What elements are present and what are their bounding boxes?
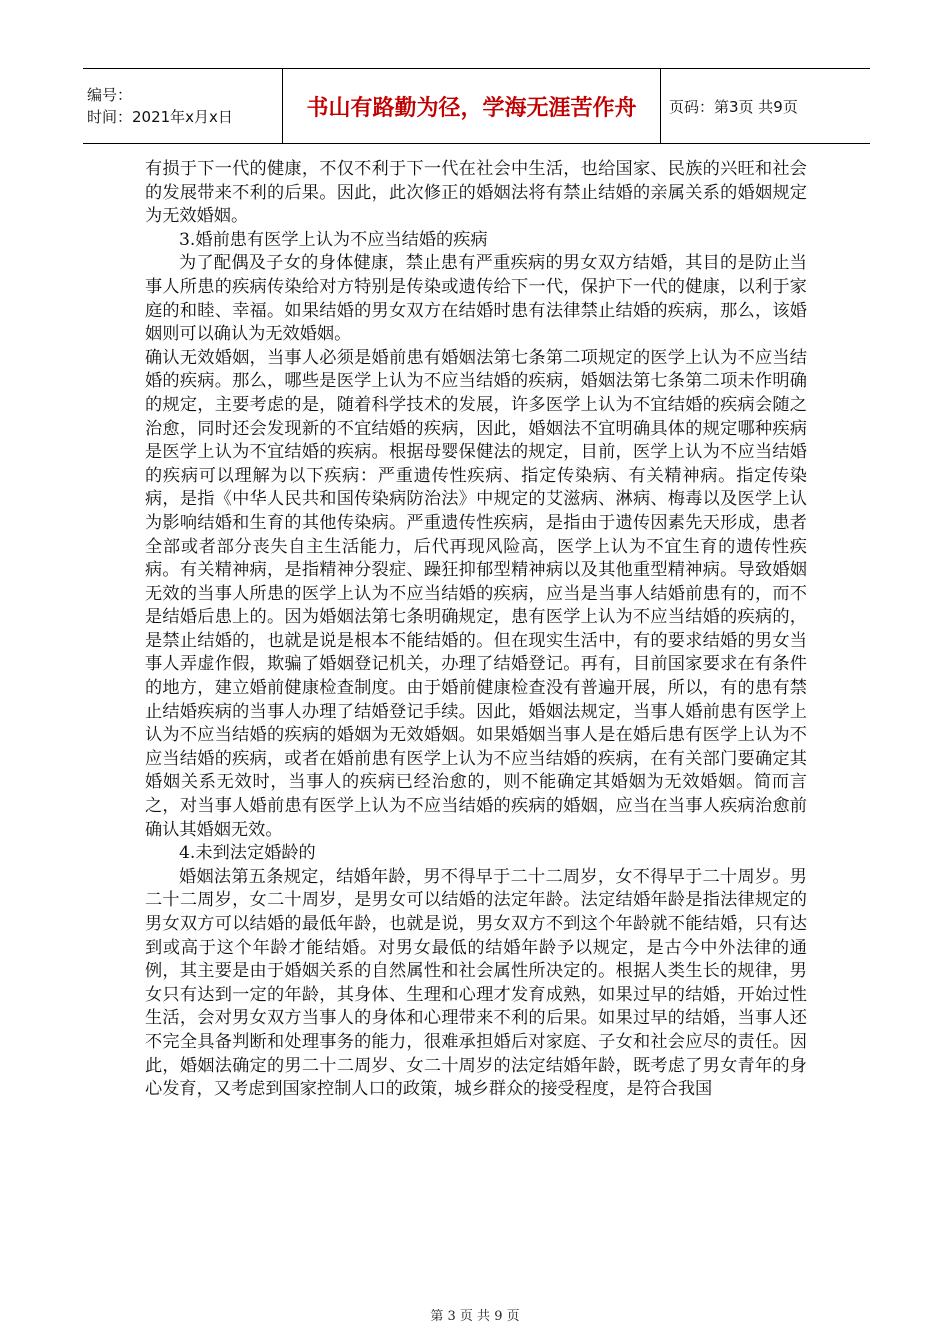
section-heading: 3.婚前患有医学上认为不应当结婚的疾病 xyxy=(179,229,488,250)
paragraph: 为了配偶及子女的身体健康，禁止患有严重疾病的男女双方结婚，其目的是防止当事人所患的疾病传染给对方特别是传染或遗传给下一代，保护下一代的健康，以利于家庭的和睦、幸福。如果结婚的男女双方在结婚时患有法律禁止结婚的疾病，那么，该婚姻则可以确认为无效婚姻。 xyxy=(145,253,807,345)
paragraph: 有损于下一代的健康，不仅不利于下一代在社会中生活，也给国家、民族的兴旺和社会的发展带来不利的后果。因此，此次修正的婚姻法将有禁止结婚的亲属关系的婚姻规定为无效婚姻。 xyxy=(145,159,807,227)
section-heading: 4.未到法定婚龄的 xyxy=(179,843,316,864)
paragraph: 确认无效婚姻，当事人必须是婚前患有婚姻法第七条第二项规定的医学上认为不应当结婚的疾病。那么，哪些是医学上认为不应当结婚的疾病，婚姻法第七条第二项未作明确的规定，主要考虑的是，随着科学技术的发展，许多医学上认为不宜结婚的疾病会随之治愈，同时还会发现新的不宜结婚的疾病，因此，婚姻法不宜明确具体的规定哪种疾病是医学上认为不宜结婚的疾病。根据母婴保健法的规定，目前，医学上认为不应当结婚的疾病可以理解为以下疾病：严重遗传性疾病、指定传染病、有关精神病。指定传染病，是指《中华人民共和国传染病防治法》中规定的艾滋病、淋病、梅毒以及医学上认为影响结婚和生育的其他传染病。严重遗传性疾病，是指由于遗传因素先天形成，患者全部或者部分丧失自主生活能力，后代再现风险高，医学上认为不宜生育的遗传性疾病。有关精神病，是指精神分裂症、躁狂抑郁型精神病以及其他重型精神病。导致婚姻无效的当事人所患的医学上认为不应当结婚的疾病，应当是当事人结婚前患有的，而不是结婚后患上的。因为婚姻法第七条明确规定，患有医学上认为不应当结婚的疾病的，是禁止结婚的，也就是说是根本不能结婚的。但在现实生活中，有的要求结婚的男女当事人弄虚作假，欺骗了婚姻登记机关，办理了结婚登记。再有，目前国家要求在有条件的地方，建立婚前健康检查制度。由于婚前健康检查没有普遍开展，所以，有的患有禁止结婚疾病的当事人办理了结婚登记手续。因此，婚姻法规定，当事人婚前患有医学上认为不应当结婚的疾病的婚姻为无效婚姻。如果婚姻当事人是在婚后患有医学上认为不应当结婚的疾病，或者在婚前患有医学上认为不应当结婚的疾病，在有关部门要确定其婚姻关系无效时，当事人的疾病已经治愈的，则不能确定其婚姻为无效婚姻。简而言之，对当事人婚前患有医学上认为不应当结婚的疾病的婚姻，应当在当事人疾病治愈前确认其婚姻无效。 xyxy=(145,347,807,840)
document-body xyxy=(145,158,807,1102)
paragraph: 婚姻法第五条规定，结婚年龄，男不得早于二十二周岁，女不得早于二十周岁。男二十二周岁，女二十周岁，是男女可以结婚的法定年龄。法定结婚年龄是指法律规定的男女双方可以结婚的最低年龄，也就是说，男女双方不到这个年龄就不能结婚，只有达到或高于这个年龄才能结婚。对男女最低的结婚年龄予以规定，是古今中外法律的通例，其主要是由于婚姻关系的自然属性和社会属性所决定的。根据人类生长的规律，男女只有达到一定的年龄，其身体、生理和心理才发育成熟，如果过早的结婚，开始过性生活，会对男女双方当事人的身体和心理带来不利的后果。如果过早的结婚，当事人还不完全具备判断和处理事务的能力，很难承担婚后对家庭、子女和社会应尽的责任。因此，婚姻法确定的男二十二周岁、女二十周岁的法定结婚年龄，既考虑了男女青年的身心发育，又考虑到国家控制人口的政策，城乡群众的接受程度，是符合我国 xyxy=(145,866,807,1100)
header-motto: 书山有路勤为径，学海无涯苦作舟 xyxy=(282,69,661,143)
page-footer: 第 3 页 共 9 页 xyxy=(430,1309,520,1324)
page-header xyxy=(83,68,870,144)
header-page-label: 页码：第3页 共9页 xyxy=(669,97,798,116)
header-meta xyxy=(83,69,282,143)
serial-label: 编号： xyxy=(87,86,133,104)
time-label: 时间：2021年x月x日 xyxy=(87,108,233,126)
